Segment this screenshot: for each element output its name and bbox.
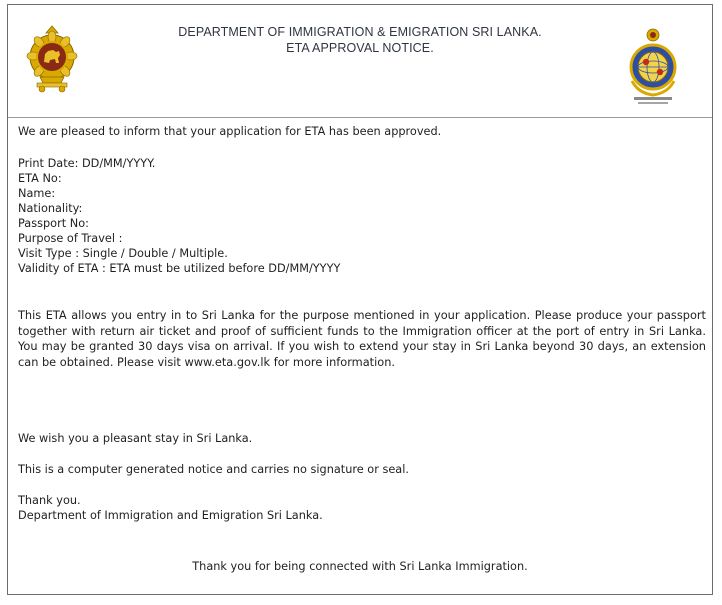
- field-list: [18, 156, 706, 276]
- purpose-of-travel-field: Purpose of Travel :: [18, 232, 123, 245]
- department-signature: Department of Immigration and Emigration Sri Lanka.: [18, 509, 323, 522]
- thank-you-text: Thank you.: [18, 494, 81, 507]
- entry-information: This ETA allows you entry in to Sri Lanka for the purpose mentioned in your application. Please produce your passport together with return air ticket and proof of sufficient funds to the Immigration officer at the port of entry in Sri Lanka. You may be granted 30 days visa on arrival. If you wish to extend your stay in Sri Lanka beyond 30 days, an extension can be obtained. Please visit www.eta.gov.lk for more information.: [18, 308, 706, 369]
- immigration-department-logo-icon: [620, 25, 686, 107]
- footer-message: Thank you for being connected with Sri Lanka Immigration.: [192, 560, 528, 573]
- passport-no-field: Passport No:: [18, 217, 89, 230]
- intro-text: We are pleased to inform that your application for ETA has been approved.: [18, 125, 442, 138]
- notice-title: [8, 24, 712, 56]
- pleasant-stay-text: We wish you a pleasant stay in Sri Lanka.: [18, 432, 253, 445]
- eta-approval-notice: [7, 4, 713, 595]
- validity-field: Validity of ETA : ETA must be utilized before DD/MM/YYYY: [18, 262, 341, 275]
- closing-text: [18, 493, 706, 523]
- eta-no-field: ETA No:: [18, 172, 62, 185]
- nationality-field: Nationality:: [18, 202, 83, 215]
- print-date-field: Print Date: DD/MM/YYYY.: [18, 157, 156, 170]
- title-line-2: ETA APPROVAL NOTICE.: [286, 41, 434, 55]
- visit-type-field: Visit Type : Single / Double / Multiple.: [18, 247, 228, 260]
- notice-header: [8, 5, 712, 118]
- name-field: Name:: [18, 187, 56, 200]
- title-line-1: DEPARTMENT OF IMMIGRATION & EMIGRATION SRI LANKA.: [178, 25, 542, 39]
- computer-generated-text: This is a computer generated notice and carries no signature or seal.: [18, 463, 409, 476]
